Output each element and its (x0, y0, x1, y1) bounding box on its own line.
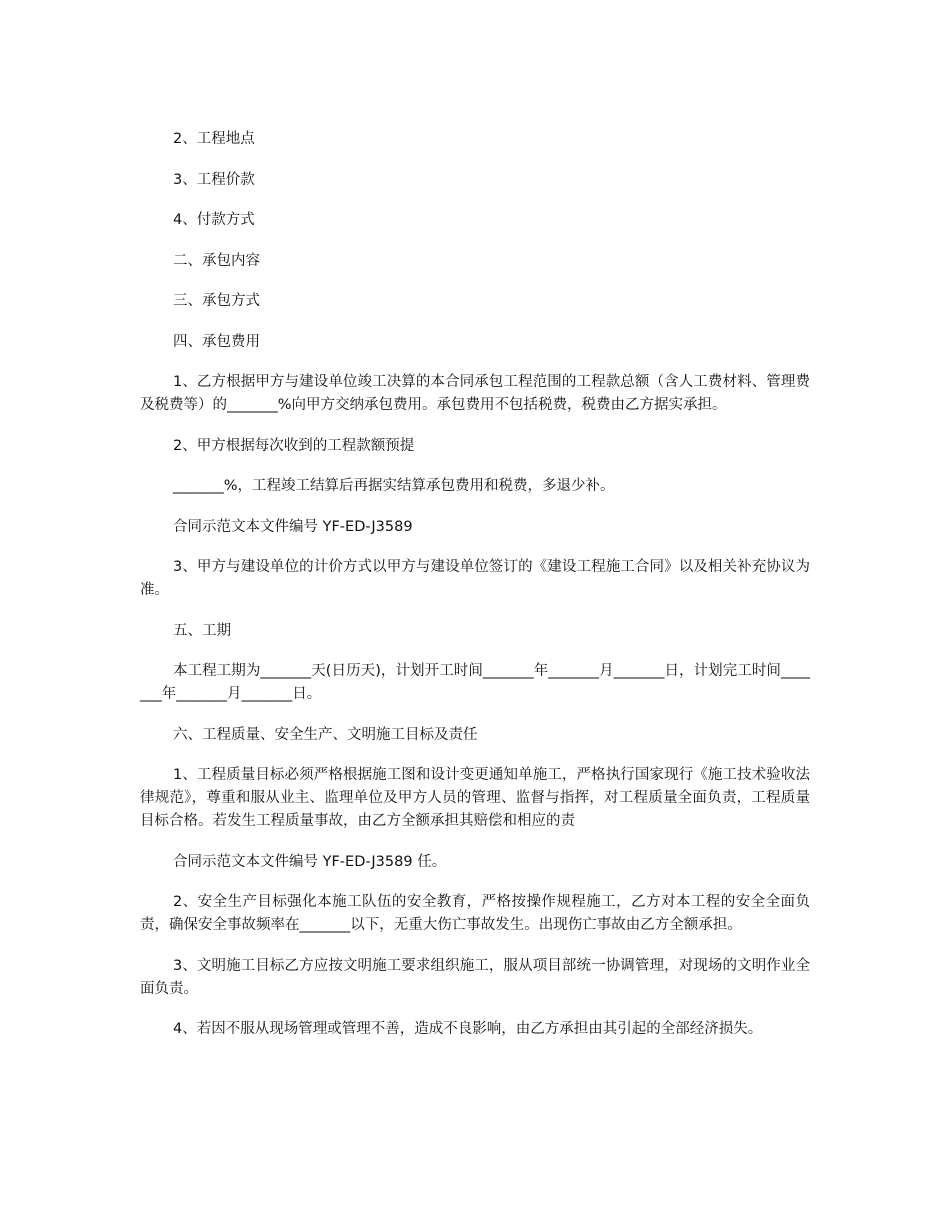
paragraph-quality-target: 1、工程质量目标必须严格根据施工图和设计变更通知单施工，严格执行国家现行《施工技术验收法律规范》，尊重和服从业主、监理单位及甲方人员的管理、监督与指挥，对工程质量全面负责，工程质量目标合格。若发生工程质量事故，由乙方全额承担其赔偿和相应的责 (140, 767, 810, 829)
paragraph-fee-2-continued: _______%，工程竣工结算后再据实结算承包费用和税费，多退少补。 (173, 478, 615, 494)
heading-quality-safety: 六、工程质量、安全生产、文明施工目标及责任 (173, 726, 478, 743)
heading-construction-period: 五、工期 (173, 622, 231, 639)
paragraph-civilized-construction: 3、文明施工目标乙方应按文明施工要求组织施工，服从项目部统一协调管理，对现场的文明作业全面负责。 (140, 957, 810, 997)
heading-contract-fees: 四、承包费用 (173, 333, 260, 350)
document-number-line-2: 合同示范文本文件编号 YF-ED-J3589 任。 (173, 853, 447, 870)
paragraph-fee-3: 3、甲方与建设单位的计价方式以甲方与建设单位签订的《建设工程施工合同》以及相关补充协议为准。 (140, 559, 810, 598)
document-number-line: 合同示范文本文件编号 YF-ED-J3589 (173, 518, 413, 535)
paragraph-fee-2: 2、甲方根据每次收到的工程款额预提 (173, 437, 415, 454)
paragraph-fee-1: 1、乙方根据甲方与建设单位竣工决算的本合同承包工程范围的工程款总额（含人工费材料、管理费及税费等）的_______%向甲方交纳承包费用。承包费用不包括税费，税费由乙方据实承担。 (140, 374, 810, 413)
heading-contract-content: 二、承包内容 (173, 252, 260, 269)
paragraph-safety-target: 2、安全生产目标强化本施工队伍的安全教育，严格按操作规程施工，乙方对本工程的安全全面负责，确保安全事故频率在_______以下，无重大伤亡事故发生。出现伤亡事故由乙方全额承担。 (140, 894, 810, 933)
paragraph-payment-method: 4、付款方式 (173, 212, 255, 228)
document-body (140, 128, 810, 1059)
heading-contract-method: 三、承包方式 (173, 293, 260, 309)
paragraph-management-liability: 4、若因不服从现场管理或管理不善，造成不良影响，由乙方承担由其引起的全部经济损失。 (173, 1021, 763, 1037)
paragraph-project-location: 2、工程地点 (173, 131, 255, 147)
paragraph-project-price: 3、工程价款 (173, 171, 255, 188)
paragraph-period-details: 本工程工期为_______天(日历天)，计划开工时间_______年_______月_______日，计划完工时间_______年_______月_______日。 (140, 663, 810, 702)
